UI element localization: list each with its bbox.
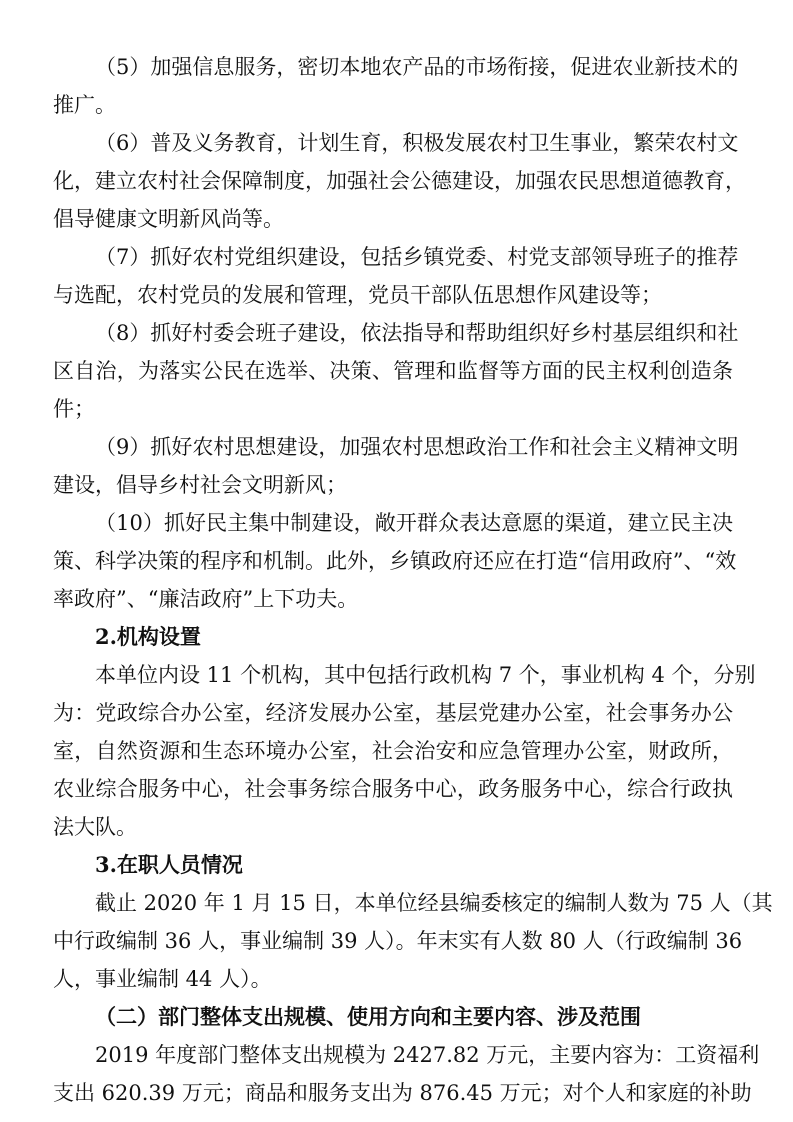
- paragraph-5-line-2: 推广。: [53, 93, 116, 117]
- section-2-heading: 2.机构设置: [95, 624, 201, 649]
- part-2-line-2: 支出 620.39 万元；商品和服务支出为 876.45 万元；对个人和家庭的补助: [53, 1081, 752, 1105]
- section-3-line-3: 人，事业编制 44 人）。: [53, 967, 272, 991]
- paragraph-8-line-3: 件；: [53, 397, 95, 421]
- part-2-line-1: 2019 年度部门整体支出规模为 2427.82 万元，主要内容为：工资福利: [95, 1043, 760, 1067]
- part-2-heading: （二）部门整体支出规模、使用方向和主要内容、涉及范围: [95, 1004, 641, 1029]
- paragraph-9-line-2: 建设，倡导乡村社会文明新风；: [53, 473, 347, 497]
- paragraph-6-line-2: 化，建立农村社会保障制度，加强社会公德建设，加强农民思想道德教育，: [53, 169, 746, 193]
- paragraph-10-line-2: 策、科学决策的程序和机制。此外，乡镇政府还应在打造“信用政府”、“效: [53, 549, 737, 573]
- paragraph-9-line-1: （9）抓好农村思想建设，加强农村思想政治工作和社会主义精神文明: [95, 435, 739, 459]
- section-3-heading: 3.在职人员情况: [95, 852, 243, 877]
- section-2-line-5: 法大队。: [53, 815, 137, 839]
- section-2-line-2: 为：党政综合办公室，经济发展办公室，基层党建办公室，社会事务办公: [53, 701, 733, 725]
- paragraph-8-line-1: （8）抓好村委会班子建设，依法指导和帮助组织好乡村基层组织和社: [95, 321, 739, 345]
- paragraph-8-line-2: 区自治，为落实公民在选举、决策、管理和监督等方面的民主权利创造条: [53, 359, 733, 383]
- section-2-line-1: 本单位内设 11 个机构，其中包括行政机构 7 个，事业机构 4 个，分别: [95, 663, 756, 687]
- section-2-line-4: 农业综合服务中心，社会事务综合服务中心，政务服务中心，综合行政执: [53, 777, 733, 801]
- paragraph-10-line-1: （10）抓好民主集中制建设，敞开群众表达意愿的渠道，建立民主决: [95, 511, 733, 535]
- paragraph-6-line-3: 倡导健康文明新风尚等。: [53, 207, 284, 231]
- paragraph-7-line-1: （7）抓好农村党组织建设，包括乡镇党委、村党支部领导班子的推荐: [95, 245, 739, 269]
- paragraph-10-line-3: 率政府”、“廉洁政府”上下功夫。: [53, 587, 359, 611]
- paragraph-5-line-1: （5）加强信息服务，密切本地农产品的市场衔接，促进农业新技术的: [95, 55, 739, 79]
- section-3-line-2: 中行政编制 36 人，事业编制 39 人）。年末实有人数 80 人（行政编制 36: [53, 929, 743, 953]
- paragraph-7-line-2: 与选配，农村党员的发展和管理，党员干部队伍思想作风建设等；: [53, 283, 662, 307]
- section-2-line-3: 室，自然资源和生态环境办公室，社会治安和应急管理办公室，财政所，: [53, 739, 733, 763]
- paragraph-6-line-1: （6）普及义务教育，计划生育，积极发展农村卫生事业，繁荣农村文: [95, 131, 739, 155]
- section-3-line-1: 截止 2020 年 1 月 15 日，本单位经县编委核定的编制人数为 75 人（其: [95, 891, 773, 915]
